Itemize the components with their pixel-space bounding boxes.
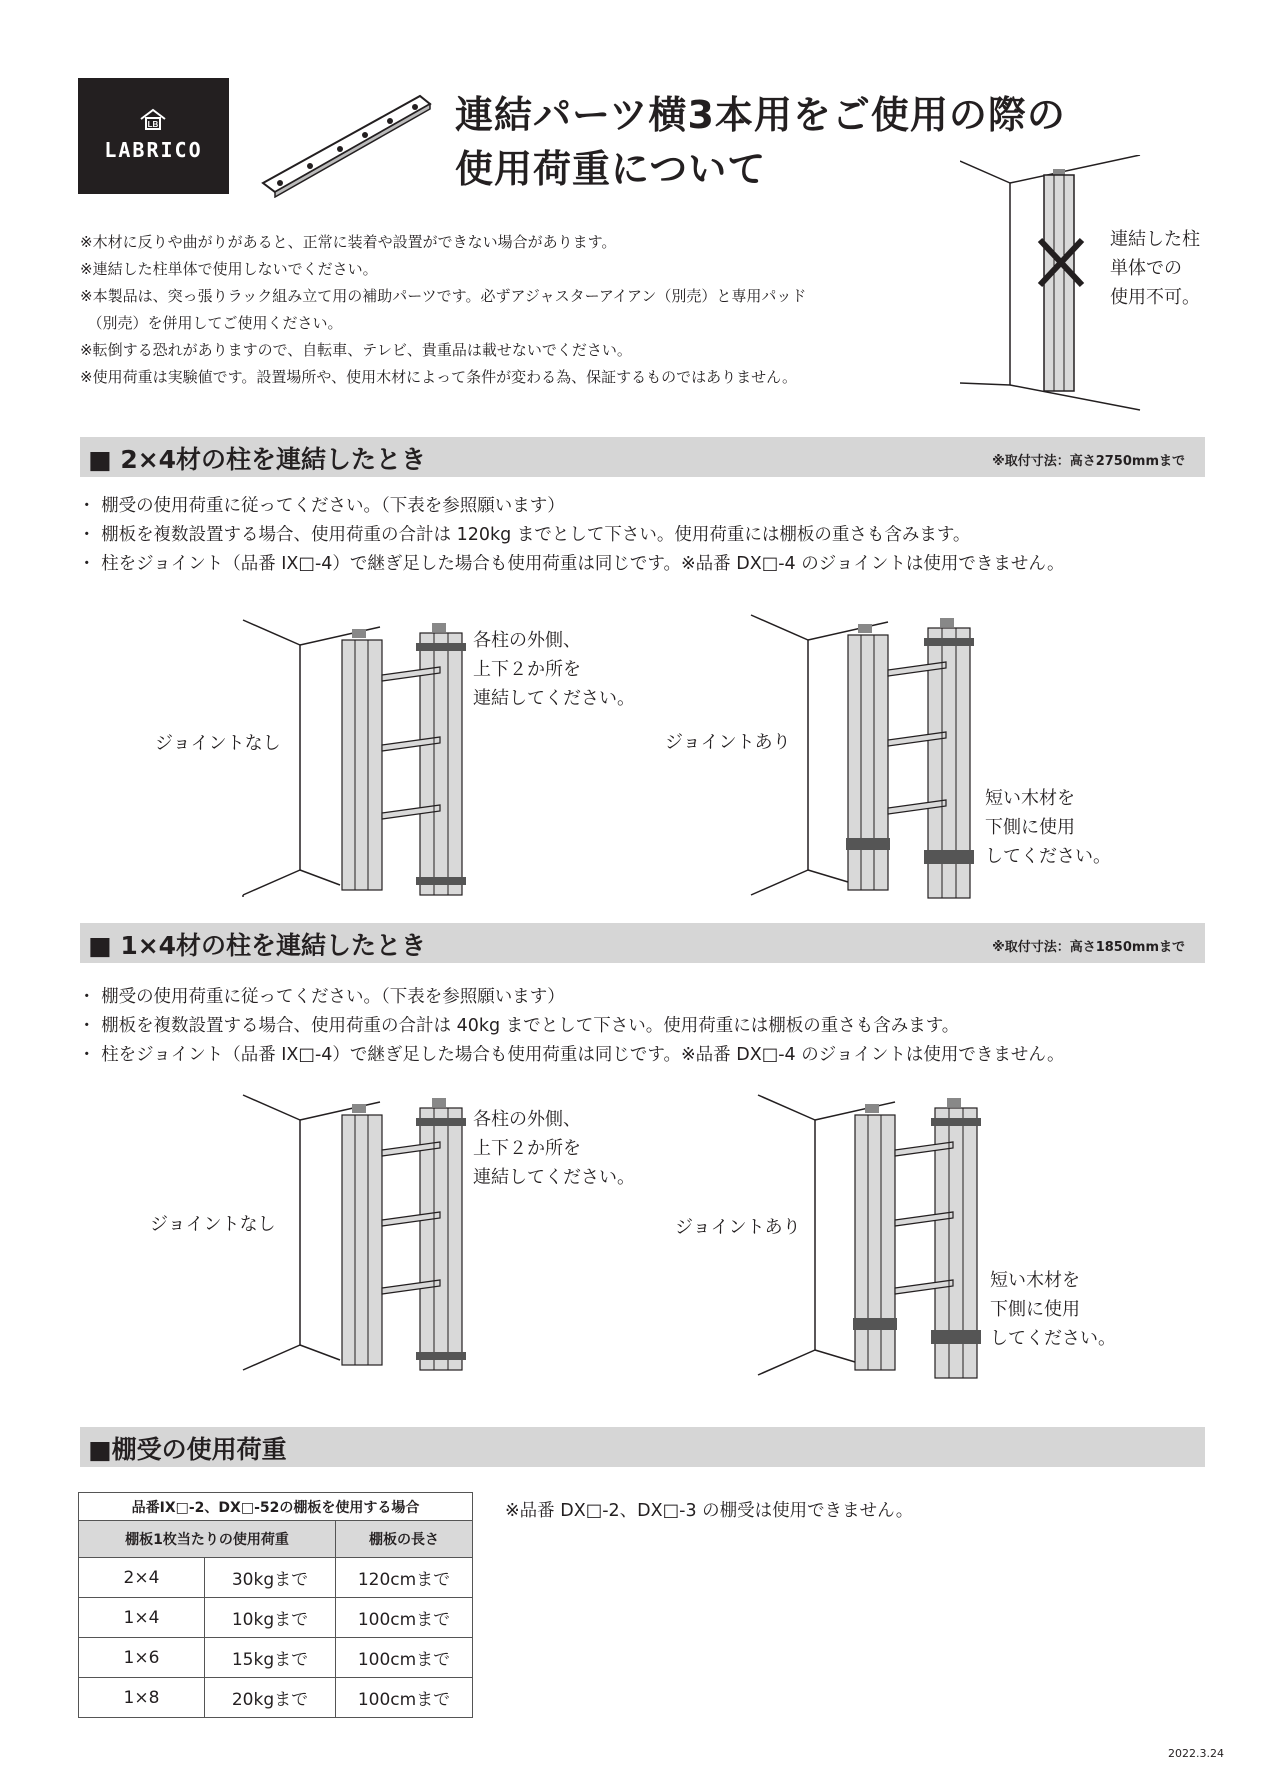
note-line: （別売）を併用してご使用ください。: [80, 314, 343, 332]
house-icon: [139, 108, 167, 130]
table-caption: 品番IX□-2、DX□-52の棚板を使用する場合: [79, 1493, 473, 1521]
note-line: ※本製品は、突っ張りラック組み立て用の補助パーツです。必ずアジャスターアイアン（別売）と専用パッド: [80, 287, 807, 305]
section2-bullets: ・ 棚受の使用荷重に従ってください。（下表を参照願います） ・ 棚板を複数設置する場合、使用荷重の合計は 40kg までとして下さい。使用荷重には棚板の重さも含みます。 ・ 柱をジョイント（品番 IX□-4）で継ぎ足した場合も使用荷重は同じです。※品番 DX□-4 のジョイントは使用できません。: [78, 987, 1065, 1065]
label-no-joint: ジョイントなし: [155, 733, 281, 754]
section-title: ■棚受の使用荷重: [88, 1435, 287, 1464]
note-line: ※木材に反りや曲がりがあると、正常に装着や設置ができない場合があります。: [80, 233, 617, 251]
table-row: 1×8 20kgまで 100cmまで: [79, 1678, 473, 1718]
section-note: ※取付寸法：高さ1850mmまで: [992, 940, 1185, 955]
bracket-side-note: ※品番 DX□-2、DX□-3 の棚受は使用できません。: [505, 1501, 914, 1521]
note-line: ※転倒する恐れがありますので、自転車、テレビ、貴重品は載せないでください。: [80, 341, 632, 359]
rack-figure-2x4-no-joint: [240, 615, 470, 905]
table-row: 2×4 30kgまで 120cmまで: [79, 1558, 473, 1598]
table-row: 1×4 10kgまで 100cmまで: [79, 1598, 473, 1638]
column-header-load: 棚板1枚当たりの使用荷重: [79, 1521, 336, 1558]
callout-connect-outer: 各柱の外側、 上下２か所を 連結してください。: [473, 1109, 635, 1188]
warning-text: 連結した柱 単体での 使用不可。: [1110, 229, 1200, 308]
section-note: ※取付寸法：高さ2750mmまで: [992, 454, 1185, 469]
note-line: ※連結した柱単体で使用しないでください。: [80, 260, 378, 278]
svg-text:LB: LB: [147, 120, 159, 129]
logo-text: LABRICO: [104, 138, 203, 162]
date-stamp: 2022.3.24: [1168, 1747, 1224, 1760]
table-row: 1×6 15kgまで 100cmまで: [79, 1638, 473, 1678]
section-header-bracket-load: [80, 1427, 1205, 1467]
caution-notes: [80, 229, 806, 391]
section-title: ■ 1×4材の柱を連結したとき: [88, 931, 427, 960]
section-header-1x4: [80, 923, 1205, 963]
brand-logo: [78, 78, 229, 194]
section1-bullets: ・ 棚受の使用荷重に従ってください。（下表を参照願います） ・ 棚板を複数設置する場合、使用荷重の合計は 120kg までとして下さい。使用荷重には棚板の重さも含みます。 ・ 柱をジョイント（品番 IX□-4）で継ぎ足した場合も使用荷重は同じです。※品番 DX□-4 のジョイントは使用できません。: [78, 496, 1065, 574]
page-title: 連結パーツ横3本用をご使用の際の 使用荷重について: [455, 93, 1066, 191]
callout-short-lumber: 短い木材を 下側に使用 してください。: [990, 1270, 1116, 1349]
section-title: ■ 2×4材の柱を連結したとき: [88, 445, 427, 474]
label-no-joint: ジョイントなし: [150, 1214, 276, 1235]
rack-figure-2x4-with-joint: [748, 610, 988, 910]
callout-short-lumber: 短い木材を 下側に使用 してください。: [985, 788, 1111, 867]
load-table: [78, 1492, 473, 1718]
label-with-joint: ジョイントあり: [665, 732, 791, 753]
note-line: ※使用荷重は実験値です。設置場所や、使用木材によって条件が変わる為、保証するものではありません。: [80, 368, 797, 386]
section-header-2x4: [80, 437, 1205, 477]
label-with-joint: ジョイントあり: [675, 1217, 801, 1238]
callout-connect-outer: 各柱の外側、 上下２か所を 連結してください。: [473, 630, 635, 709]
column-header-length: 棚板の長さ: [336, 1521, 473, 1558]
connector-plate-image: [255, 88, 435, 198]
